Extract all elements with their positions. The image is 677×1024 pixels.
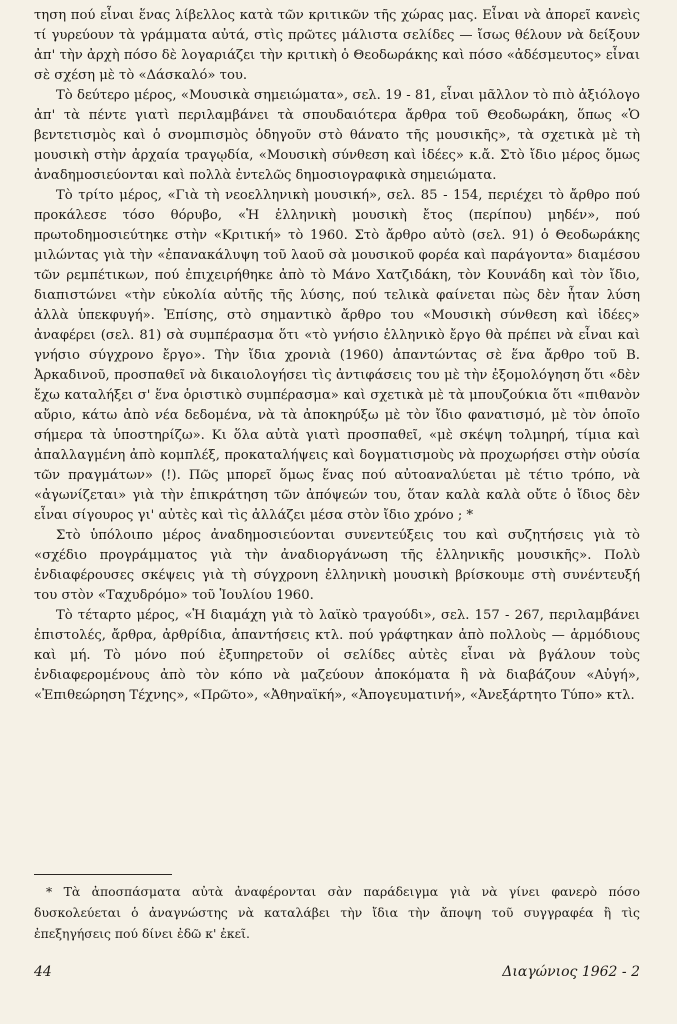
- paragraph: τηση πού εἶναι ἕνας λίβελλος κατὰ τῶν κριτικῶν τῆς χώρας μας. Εἶναι νὰ ἀπορεῖ κανεὶς τί γυρεύουν τὰ γράμματα αὐτά, στὶς πρῶτες μάλιστα σελίδες — ἴσως θέλουν νὰ δείξουν ἀπ' τὴν ἀρχὴ πόσο δὲ λογαριάζει τὴν κριτικὴ ὁ Θεοδωράκης καὶ πόσο «ἀδέσμευτος» εἶναι σὲ σχέση μὲ τὸ «Δάσκαλό» του.: [34, 8, 640, 83]
- paragraph: Τὸ τρίτο μέρος, «Γιὰ τὴ νεοελληνικὴ μουσική», σελ. 85 - 154, περιέχει τὸ ἄρθρο πού προκάλεσε τόσο θόρυβο, «Ἡ ἑλληνικὴ μουσικὴ ἔτος (περίπου) μηδέν», πού πρωτοδημοσιεύτηκε στὴν «Κριτική» τὸ 1960. Στὸ ἄρθρο αὐτὸ (σελ. 91) ὁ Θεοδωράκης μιλώντας γιὰ τὴν «ἐπανακάλυψη τοῦ λαοῦ σὰ μουσικοῦ φορέα καὶ παράγοντα» διαμέσου τῶν ρεμπέτικων, πού ἐπιχειρήθηκε ἀπὸ τὸ Μάνο Χατζιδάκη, τὸν Κουνάδη καὶ τὸν ἴδιο, διαπιστώνει «τὴν εὐκολία αὐτῆς τῆς λύσης, πού τελικὰ φαίνεται πὼς δὲν ἦταν λύση ἀλλὰ ὑπεκφυγή». Ἐπίσης, στὸ σημαντικὸ ἄρθρο του «Μουσικὴ σύνθεση καὶ ἰδέες» ἀναφέρει (σελ. 81) σὰ συμπέρασμα ὅτι «τὸ γνήσιο ἑλληνικὸ ἔργο θὰ πρέπει νὰ εἶναι καὶ γνήσιο σύγχρονο ἔργο». Τὴν ἴδια χρονιὰ (1960) ἀπαντώντας σὲ ἕνα ἄρθρο τοῦ Β. Ἀρκαδινοῦ, προσπαθεῖ νὰ δικαιολογήσει τὶς ἀντιφάσεις του μὲ τὴν ἐξομολόγηση ὅτι «δὲν ἔχω καταλήξει σ' ἕνα ὁριστικὸ συμπέρασμα» καὶ σχετικὰ μὲ τὰ μπουζούκια ὅτι «πιθανὸν αὔριο, κάτω ἀπὸ νέα δεδομένα, νὰ τὰ ἀποκηρύξω μὲ τὸν ἴδιο φανατισμό, μὲ τὸν ὁποῖο σήμερα τὰ ὑποστηρίζω». Κι ὅλα αὐτὰ γιατὶ προσπαθεῖ, «μὲ σκέψη τολμηρή, τίμια καὶ ἀπαλλαγμένη ἀπὸ κομπλέξ, προκαταλήψεις καὶ δογματισμοὺς νὰ προχωρήσει στὴν οὐσία τῶν πραγμάτων» (!). Πῶς μπορεῖ ὅμως ἕνας πού αὐτοαναλύεται μὲ τέτιο τρόπο, νὰ «ἀγωνίζεται» γιὰ τὴν ἐπικράτηση τῶν ἀπόψεών του, ὅταν καλὰ καλὰ οὔτε ὁ ἴδιος δὲν εἶναι σίγουρος γι' αὐτὲς καὶ τὶς ἀλλάζει μέσα στὸν ἴδιο χρόνο ; *: [34, 188, 640, 523]
- paragraph: Τὸ τέταρτο μέρος, «Ἡ διαμάχη γιὰ τὸ λαϊκὸ τραγούδι», σελ. 157 - 267, περιλαμβάνει ἐπιστολές, ἄρθρα, ἀρθρίδια, ἀπαντήσεις κτλ. πού γράφτηκαν ἀπὸ πολλοὺς — ἁρμόδιους καὶ μή. Τὸ μόνο πού ἐξυπηρετοῦν οἱ σελίδες αὐτὲς εἶναι νὰ βγάλουν τοὺς ἐνδιαφερομένους ἀπὸ τὸν κόπο νὰ μαζεύουν ἀποκόματα ἢ νὰ διαβάζουν «Αὐγή», «Ἐπιθεώρηση Τέχνης», «Πρῶτο», «Ἀθηναϊκή», «Ἀπογευματινή», «Ἀνεξάρτητο Τύπο» κτλ.: [34, 608, 640, 703]
- body-text: [34, 6, 640, 706]
- footnote-text: * Τὰ ἀποσπάσματα αὐτὰ ἀναφέρονται σὰν παράδειγμα γιὰ νὰ γίνει φανερὸ πόσο δυσκολεύεται ὁ ἀναγνώστης νὰ καταλάβει τὴν ἴδια τὴν ἄποψη τοῦ συγγραφέα ἢ τὶς ἐπεξηγήσεις πού δίνει ἐδῶ κ' ἐκεῖ.: [34, 884, 640, 941]
- running-footer-issue: Διαγώνιος 1962 - 2: [502, 964, 640, 980]
- footnote: [34, 881, 640, 944]
- paragraph: Στὸ ὑπόλοιπο μέρος ἀναδημοσιεύονται συνεντεύξεις του καὶ συζητήσεις γιὰ τὸ «σχέδιο προγράμματος γιὰ τὴν ἀναδιοργάνωση τῆς ἑλληνικῆς μουσικῆς». Πολὺ ἐνδιαφέρουσες σκέψεις γιὰ τὴ σύγχρονη ἑλληνικὴ μουσικὴ βρίσκουμε στὴ συνέντευξή του στὸν «Ταχυδρόμο» τοῦ Ἰουλίου 1960.: [34, 528, 640, 603]
- footnote-divider: [34, 874, 172, 875]
- paragraph: Τὸ δεύτερο μέρος, «Μουσικὰ σημειώματα», σελ. 19 - 81, εἶναι μᾶλλον τὸ πιὸ ἀξιόλογο ἀπ' τὰ πέντε γιατὶ περιλαμβάνει τὰ σπουδαιότερα ἄρθρα τοῦ Θεοδωράκη, ὅπως «Ὁ βεντετισμὸς καὶ ὁ σνομπισμὸς ὁδηγοῦν στὸ θάνατο τῆς μουσικῆς», τὰ σχετικὰ μὲ τὴ μουσικὴ στὴν ἀρχαία τραγῳδία, «Μουσικὴ σύνθεση καὶ ἰδέες» κ.ἄ. Στὸ ἴδιο μέρος ὅμως ἀναδημοσιεύονται καὶ πολλὰ ἐντελῶς δημοσιογραφικὰ σημειώματα.: [34, 88, 640, 183]
- page-number: 44: [34, 964, 52, 980]
